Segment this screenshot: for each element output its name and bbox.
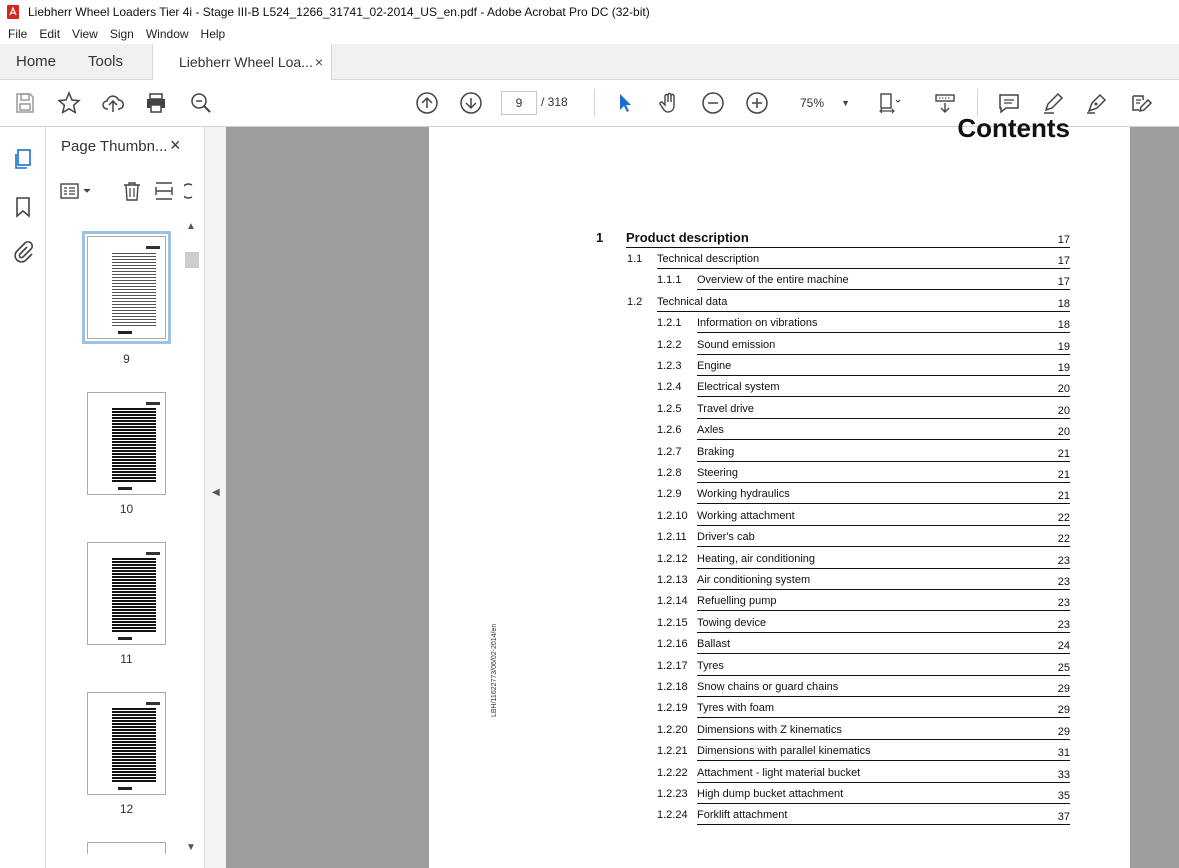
toc-entry-page: 24 bbox=[1057, 640, 1070, 653]
zoom-out-icon[interactable] bbox=[701, 91, 725, 115]
toc-entry-label: Sound emission bbox=[697, 338, 776, 351]
previous-page-icon[interactable] bbox=[415, 91, 439, 115]
toc-entry[interactable] bbox=[657, 529, 1070, 547]
toc-entry-number: 1.2.20 bbox=[657, 723, 688, 736]
close-tab-icon[interactable]: × bbox=[314, 54, 323, 70]
toc-entry-label: Electrical system bbox=[697, 381, 780, 394]
toc-entry-number: 1.2.21 bbox=[657, 745, 688, 758]
toc-entry-number: 1.2.14 bbox=[657, 595, 688, 608]
toc-entry-label: Information on vibrations bbox=[697, 317, 818, 330]
thumbnail-content bbox=[112, 251, 156, 327]
toc-entry[interactable] bbox=[657, 636, 1070, 654]
toc-entry-page: 17 bbox=[1057, 276, 1070, 289]
toc-entry-number: 1.2.5 bbox=[657, 402, 682, 415]
toc-rule bbox=[697, 503, 1070, 504]
thumbnail-header bbox=[146, 702, 160, 705]
page-thumbnail[interactable] bbox=[87, 842, 166, 854]
toc-entry-label: Ballast bbox=[697, 638, 731, 651]
thumbnail-footer bbox=[118, 487, 132, 490]
toc-entry[interactable] bbox=[657, 315, 1070, 333]
toc-rule bbox=[697, 717, 1070, 718]
thumbnail-content bbox=[112, 707, 156, 783]
toc-entry-page: 29 bbox=[1057, 683, 1070, 695]
toc-entry-page: 23 bbox=[1057, 554, 1070, 567]
toc-entry[interactable] bbox=[657, 486, 1070, 504]
toc-entry-label: Working hydraulics bbox=[697, 488, 790, 501]
toc-entry-label: Heating, air conditioning bbox=[697, 552, 816, 565]
toc-rule bbox=[697, 760, 1070, 761]
upload-cloud-icon[interactable] bbox=[101, 91, 125, 115]
menu-edit[interactable]: Edit bbox=[39, 27, 61, 41]
toc-entry[interactable] bbox=[627, 294, 1070, 312]
zoom-level-value: 75% bbox=[800, 96, 825, 110]
toc-entry-page: 19 bbox=[1057, 362, 1070, 374]
toc-entry-page: 31 bbox=[1057, 747, 1070, 760]
panel-title: Page Thumbn... bbox=[61, 138, 168, 155]
page-fit-icon[interactable] bbox=[877, 91, 901, 115]
toc-entry[interactable] bbox=[657, 337, 1070, 355]
pdf-page bbox=[429, 113, 1130, 868]
toc-entry[interactable] bbox=[657, 379, 1070, 397]
thumbnail-footer bbox=[118, 331, 132, 334]
toc-chapter-entry[interactable] bbox=[596, 230, 1070, 248]
thumbnail-page-label: 9 bbox=[123, 352, 130, 366]
toc-rule bbox=[697, 418, 1070, 419]
toc-entry[interactable] bbox=[657, 679, 1070, 697]
scroll-up-icon[interactable]: ▲ bbox=[186, 221, 196, 232]
toc-entry-label: Axles bbox=[697, 424, 724, 437]
toc-rule bbox=[657, 311, 1070, 312]
toc-rule bbox=[697, 482, 1070, 483]
toc-chapter-label: Product description bbox=[626, 230, 749, 245]
toc-entry-page: 22 bbox=[1057, 533, 1070, 546]
save-icon[interactable] bbox=[13, 91, 37, 115]
toc-rule bbox=[697, 675, 1070, 676]
page-heading: Contents bbox=[957, 113, 1070, 143]
thumbnail-page-label: 12 bbox=[119, 802, 134, 816]
sign-pen-icon[interactable] bbox=[1085, 91, 1109, 115]
toc-entry-number: 1.2.2 bbox=[657, 338, 682, 351]
toc-entry-number: 1.1 bbox=[627, 253, 643, 265]
toc-entry-number: 1.2.18 bbox=[657, 681, 688, 693]
toc-entry-page: 35 bbox=[1057, 790, 1070, 802]
toc-rule bbox=[697, 782, 1070, 783]
toc-entry-number: 1.1.1 bbox=[657, 274, 682, 287]
toc-entry-page: 25 bbox=[1057, 661, 1070, 674]
comment-icon[interactable] bbox=[997, 91, 1021, 115]
toc-entry-number: 1.2.1 bbox=[657, 317, 682, 330]
toc-entry-number: 1.2.4 bbox=[657, 381, 682, 394]
toc-entry-label: Dimensions with Z kinematics bbox=[697, 723, 842, 736]
toc-entry-page: 23 bbox=[1057, 597, 1070, 610]
toc-entry-label: Air conditioning system bbox=[697, 574, 811, 586]
toc-entry[interactable] bbox=[627, 251, 1070, 269]
menu-help[interactable]: Help bbox=[200, 27, 226, 41]
thumbnail-page-label: 11 bbox=[120, 652, 133, 666]
toc-entry-page: 17 bbox=[1057, 255, 1070, 267]
toc-entry[interactable] bbox=[657, 786, 1070, 804]
page-thumbnails-panel bbox=[46, 127, 204, 868]
toc-entry-number: 1.2.8 bbox=[657, 467, 682, 479]
scrollbar-thumb[interactable] bbox=[185, 252, 199, 268]
toc-rule bbox=[697, 739, 1070, 740]
toc-entry-number: 1.2.24 bbox=[657, 809, 688, 822]
toc-entry-number: 1.2 bbox=[627, 295, 643, 308]
tab-home[interactable]: Home bbox=[16, 53, 57, 70]
page-thumbnails-icon[interactable] bbox=[11, 147, 35, 171]
toc-entry-number: 1.2.22 bbox=[657, 766, 688, 779]
toc-entry-label: Technical data bbox=[657, 295, 728, 308]
toc-entry-label: Engine bbox=[697, 360, 732, 372]
page-thumbnail[interactable] bbox=[87, 236, 166, 339]
highlight-pen-icon[interactable] bbox=[1041, 91, 1065, 115]
toc-chapter-page: 17 bbox=[1057, 234, 1070, 246]
toc-rule bbox=[626, 247, 1070, 248]
toc-entry-page: 22 bbox=[1057, 511, 1070, 524]
toc-entry-page: 21 bbox=[1057, 469, 1070, 481]
toolbar-divider bbox=[594, 89, 595, 117]
thumbnail-header bbox=[146, 552, 160, 555]
toc-entry[interactable] bbox=[657, 422, 1070, 440]
thumbnail-scrollbar[interactable] bbox=[184, 221, 200, 853]
toc-rule bbox=[697, 375, 1070, 376]
menu-file[interactable]: File bbox=[8, 27, 28, 41]
panel-collapse-strip[interactable] bbox=[204, 127, 226, 868]
chevron-left-icon[interactable]: ◀ bbox=[212, 487, 220, 498]
navigation-rail bbox=[0, 127, 46, 868]
toc-rule bbox=[697, 396, 1070, 397]
toc-rule bbox=[657, 268, 1070, 269]
toc-entry-label: Snow chains or guard chains bbox=[697, 681, 839, 693]
hand-tool-icon[interactable] bbox=[657, 91, 681, 115]
toc-entry-label: High dump bucket attachment bbox=[697, 788, 844, 800]
window-title: Liebherr Wheel Loaders Tier 4i - Stage III-B L524_1266_31741_02-2014_US_en.pdf - Adobe Acrobat Pro DC (32-bit) bbox=[28, 5, 650, 19]
attachment-paperclip-icon[interactable] bbox=[11, 240, 35, 264]
toc-entry[interactable] bbox=[657, 572, 1070, 590]
toc-entry-label: Forklift attachment bbox=[697, 809, 788, 822]
thumbnail-content bbox=[112, 557, 156, 633]
select-cursor-icon[interactable] bbox=[613, 91, 637, 115]
page-number-input[interactable]: 9 bbox=[501, 91, 537, 115]
toc-entry[interactable] bbox=[657, 272, 1070, 290]
title-bar bbox=[0, 0, 1179, 24]
toc-entry-label: Dimensions with parallel kinematics bbox=[697, 745, 871, 758]
toc-entry-number: 1.2.23 bbox=[657, 788, 688, 800]
menu-sign[interactable]: Sign bbox=[109, 27, 134, 41]
toc-entry-number: 1.2.19 bbox=[657, 702, 688, 715]
toc-entry-label: Towing device bbox=[697, 616, 767, 629]
toc-rule bbox=[697, 461, 1070, 462]
toc-entry-page: 20 bbox=[1057, 383, 1070, 396]
thumbnail-header bbox=[146, 402, 160, 405]
toc-entry-page: 33 bbox=[1057, 768, 1070, 781]
document-code: LBH/11622773/06/02-2014/en bbox=[491, 623, 498, 717]
toc-rule bbox=[697, 653, 1070, 654]
thumbnail-page-label: 10 bbox=[119, 502, 134, 516]
toc-rule bbox=[697, 525, 1070, 526]
toc-entry-page: 21 bbox=[1057, 490, 1070, 503]
menu-window[interactable]: Window bbox=[145, 27, 189, 41]
acrobat-logo-icon bbox=[6, 5, 20, 19]
toc-entry[interactable] bbox=[657, 700, 1070, 718]
page-thumbnail[interactable] bbox=[87, 692, 166, 795]
toc-entry[interactable] bbox=[657, 508, 1070, 526]
toc-entry-number: 1.2.13 bbox=[657, 574, 688, 586]
toc-entry-page: 21 bbox=[1057, 447, 1070, 460]
scroll-down-icon[interactable]: ▼ bbox=[186, 842, 196, 853]
toc-entry-page: 29 bbox=[1057, 704, 1070, 717]
toc-entry-page: 23 bbox=[1057, 576, 1070, 588]
toc-entry-label: Braking bbox=[697, 445, 735, 458]
toc-entry-number: 1.2.3 bbox=[657, 360, 682, 372]
zoom-in-icon[interactable] bbox=[745, 91, 769, 115]
toc-entry-page: 20 bbox=[1057, 404, 1070, 417]
tab-document-label: Liebherr Wheel Loa... bbox=[179, 54, 313, 70]
zoom-search-icon[interactable] bbox=[189, 91, 213, 115]
zoom-level-dropdown[interactable] bbox=[792, 91, 856, 115]
toc-entry-number: 1.2.12 bbox=[657, 552, 688, 565]
toc-entry-page: 29 bbox=[1057, 725, 1070, 738]
toc-entry-label: Travel drive bbox=[697, 402, 755, 415]
toc-rule bbox=[697, 568, 1070, 569]
page-count: / 318 bbox=[541, 95, 568, 109]
toc-entry-label: Steering bbox=[697, 467, 738, 479]
document-view[interactable] bbox=[226, 113, 1179, 868]
toc-rule bbox=[697, 610, 1070, 611]
toc-entry-number: 1.2.10 bbox=[657, 509, 688, 522]
toc-rule bbox=[697, 632, 1070, 633]
toc-entry[interactable] bbox=[657, 743, 1070, 761]
toc-entry-page: 23 bbox=[1057, 618, 1070, 631]
close-panel-icon[interactable]: × bbox=[170, 135, 181, 155]
toc-entry-number: 1.2.17 bbox=[657, 659, 688, 672]
toc-entry-page: 19 bbox=[1057, 340, 1070, 353]
toc-rule bbox=[697, 354, 1070, 355]
toc-entry-label: Refuelling pump bbox=[697, 595, 777, 608]
toc-entry[interactable] bbox=[657, 593, 1070, 611]
rotate-icon[interactable] bbox=[184, 181, 194, 201]
toc-entry[interactable] bbox=[657, 401, 1070, 419]
toc-entry-number: 1.2.7 bbox=[657, 445, 682, 458]
toc-rule bbox=[697, 332, 1070, 333]
toc-entry[interactable] bbox=[657, 358, 1070, 376]
edit-document-icon[interactable] bbox=[1129, 91, 1153, 115]
tab-bar bbox=[0, 44, 1179, 80]
toc-entry-label: Working attachment bbox=[697, 509, 795, 522]
toc-entry-page: 18 bbox=[1057, 297, 1070, 310]
scroll-mode-icon[interactable] bbox=[933, 91, 957, 115]
toc-entry-number: 1.2.9 bbox=[657, 488, 682, 501]
chevron-down-icon: ▼ bbox=[841, 98, 850, 108]
bookmark-icon[interactable] bbox=[11, 195, 35, 219]
toc-rule bbox=[697, 803, 1070, 804]
toc-entry-label: Tyres bbox=[697, 659, 724, 672]
toc-entry[interactable] bbox=[657, 444, 1070, 462]
toc-rule bbox=[697, 696, 1070, 697]
tab-document[interactable] bbox=[152, 44, 332, 81]
thumbnail-content bbox=[112, 407, 156, 483]
toc-rule bbox=[697, 289, 1070, 290]
toc-entry-number: 1.2.15 bbox=[657, 616, 688, 629]
tab-tools[interactable]: Tools bbox=[88, 53, 124, 70]
toc-entry[interactable] bbox=[657, 765, 1070, 783]
toc-entry[interactable] bbox=[657, 615, 1070, 633]
print-icon[interactable] bbox=[144, 91, 168, 115]
toc-entry[interactable] bbox=[657, 658, 1070, 676]
next-page-icon[interactable] bbox=[459, 91, 483, 115]
toc-chapter-number: 1 bbox=[596, 230, 604, 245]
page-thumbnail[interactable] bbox=[87, 542, 166, 645]
menu-view[interactable]: View bbox=[72, 27, 98, 41]
toc-rule bbox=[697, 589, 1070, 590]
star-icon[interactable] bbox=[57, 91, 81, 115]
toc-entry[interactable] bbox=[657, 551, 1070, 569]
toc-entry-number: 1.2.16 bbox=[657, 638, 688, 651]
toc-entry[interactable] bbox=[657, 465, 1070, 483]
thumbnail-footer bbox=[118, 637, 132, 640]
toc-entry-label: Driver's cab bbox=[697, 531, 755, 544]
toc-entry-label: Overview of the entire machine bbox=[697, 274, 849, 287]
toc-entry-page: 37 bbox=[1057, 811, 1070, 824]
page-thumbnail[interactable] bbox=[87, 392, 166, 495]
toc-entry-number: 1.2.11 bbox=[657, 531, 687, 544]
toc-rule bbox=[697, 824, 1070, 825]
toc-entry-page: 18 bbox=[1057, 319, 1070, 332]
toc-rule bbox=[697, 546, 1070, 547]
delete-trash-icon[interactable] bbox=[120, 181, 144, 201]
toc-entry[interactable] bbox=[657, 722, 1070, 740]
toc-rule bbox=[697, 439, 1070, 440]
toc-entry-label: Attachment - light material bucket bbox=[697, 766, 861, 779]
toc-entry-label: Technical description bbox=[657, 253, 760, 265]
menu-bar bbox=[0, 24, 1179, 44]
toc-entry-page: 20 bbox=[1057, 426, 1070, 439]
toc-entry[interactable] bbox=[657, 807, 1070, 825]
options-menu-icon[interactable] bbox=[60, 181, 84, 201]
insert-pages-icon[interactable] bbox=[152, 181, 176, 201]
thumbnail-header bbox=[146, 246, 160, 249]
toc-entry-number: 1.2.6 bbox=[657, 424, 682, 437]
thumbnail-footer bbox=[118, 787, 132, 790]
thumbnail-toolbar bbox=[46, 173, 204, 209]
toc-entry-label: Tyres with foam bbox=[697, 702, 775, 715]
